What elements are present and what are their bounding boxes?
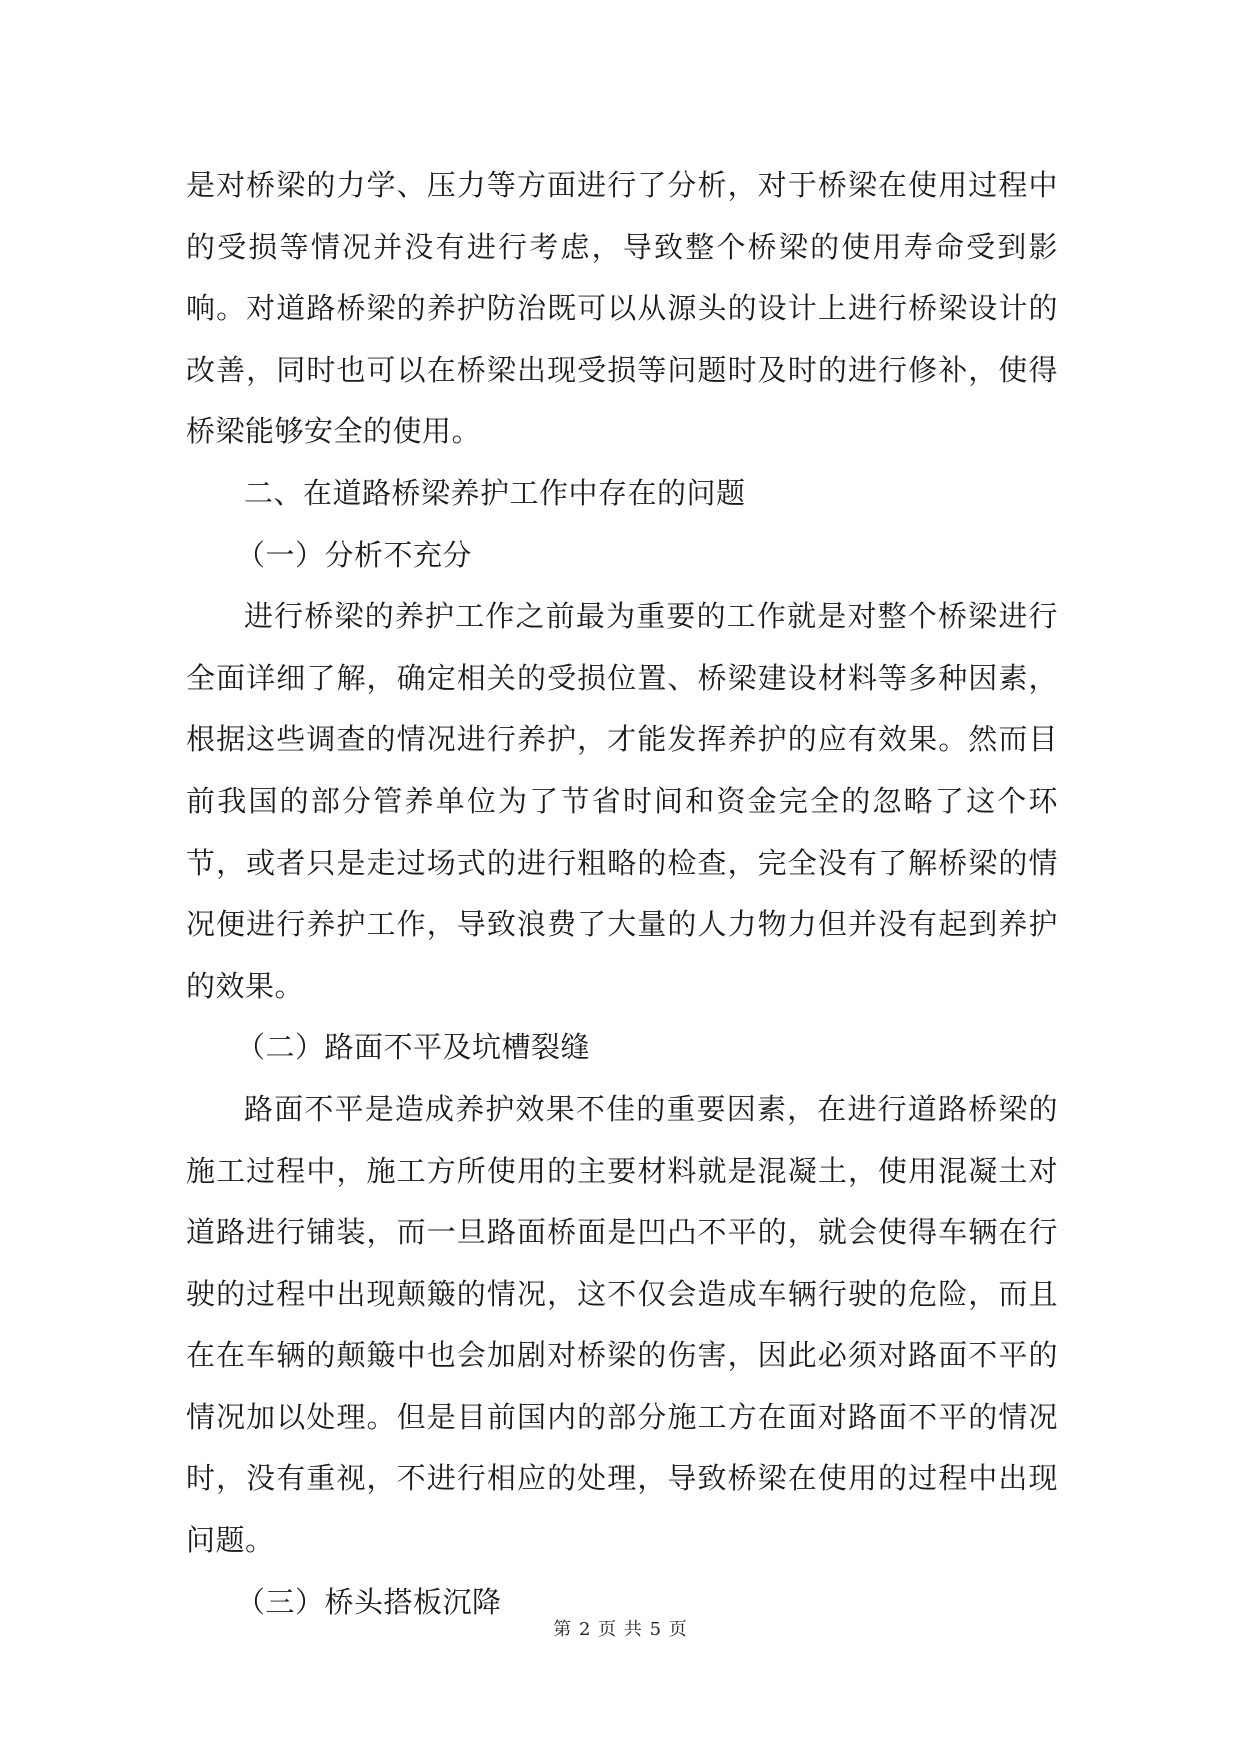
- subsection-heading-1: （一）分析不充分: [236, 537, 473, 572]
- document-body: [186, 155, 1058, 1633]
- paragraph-analysis: 进行桥梁的养护工作之前最为重要的工作就是对整个桥梁进行全面详细了解，确定相关的受损位置、桥梁建设材料等多种因素，根据这些调查的情况进行养护，才能发挥养护的应有效果。然而目前我国的部分管养单位为了节省时间和资金完全的忽略了这个环节，或者只是走过场式的进行粗略的检查，完全没有了解桥梁的情况便进行养护工作，导致浪费了大量的人力物力但并没有起到养护的效果。: [186, 599, 1058, 1003]
- section-heading: 二、在道路桥梁养护工作中存在的问题: [244, 475, 746, 510]
- paragraph-road-surface: 路面不平是造成养护效果不佳的重要因素，在进行道路桥梁的施工过程中，施工方所使用的主要材料就是混凝土，使用混凝土对道路进行铺装，而一旦路面桥面是凹凸不平的，就会使得车辆在行驶的过程中出现颠簸的情况，这不仅会造成车辆行驶的危险，而且在在车辆的颠簸中也会加剧对桥梁的伤害，因此必须对路面不平的情况加以处理。但是目前国内的部分施工方在面对路面不平的情况时，没有重视，不进行相应的处理，导致桥梁在使用的过程中出现问题。: [186, 1091, 1058, 1558]
- page-number: 第 2 页 共 5 页: [553, 1619, 688, 1640]
- page-footer: [0, 1615, 1241, 1641]
- subsection-heading-2: （二）路面不平及坑槽裂缝: [236, 1030, 591, 1065]
- paragraph-continuation: 是对桥梁的力学、压力等方面进行了分析，对于桥梁在使用过程中的受损等情况并没有进行考虑，导致整个桥梁的使用寿命受到影响。对道路桥梁的养护防治既可以从源头的设计上进行桥梁设计的改善，同时也可以在桥梁出现受损等问题时及时的进行修补，使得桥梁能够安全的使用。: [186, 168, 1058, 449]
- subsection-heading-3: （三）桥头搭板沉降: [236, 1584, 502, 1619]
